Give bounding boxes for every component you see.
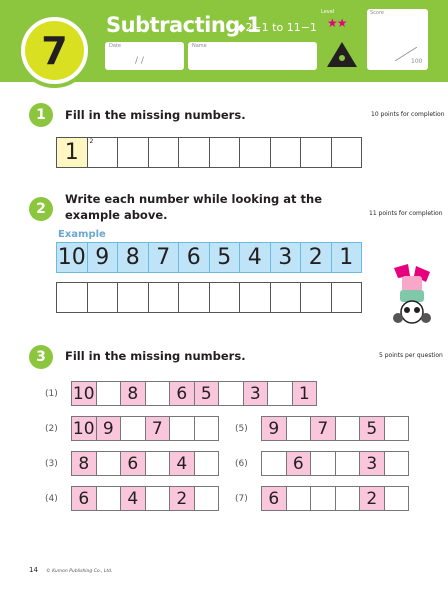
section1-hint: 2 xyxy=(89,138,94,145)
answer-cell[interactable] xyxy=(218,381,244,406)
section2-answer-cell[interactable] xyxy=(178,282,210,313)
given-cell: 3 xyxy=(359,451,385,476)
question-3-2-row xyxy=(45,416,219,441)
answer-cell[interactable] xyxy=(169,416,195,441)
answer-cell[interactable] xyxy=(145,486,171,511)
example-cell: 1 xyxy=(331,242,363,273)
sub-question-label: (4) xyxy=(45,493,58,504)
answer-cell[interactable] xyxy=(335,486,361,511)
question-2-badge xyxy=(29,197,53,221)
answer-cell[interactable] xyxy=(384,416,410,441)
publisher-credit: © Kumon Publishing Co., Ltd. xyxy=(46,569,113,574)
section1-cell[interactable] xyxy=(239,137,271,168)
given-cell: 2 xyxy=(169,486,195,511)
given-cell: 3 xyxy=(243,381,269,406)
given-cell: 4 xyxy=(120,486,146,511)
section1-cell[interactable] xyxy=(209,137,241,168)
section2-answer-cell[interactable] xyxy=(209,282,241,313)
given-cell: 6 xyxy=(169,381,195,406)
score-max: 100 xyxy=(411,58,423,65)
answer-cell[interactable] xyxy=(384,486,410,511)
level-label: Level xyxy=(321,9,335,15)
example-cell: 5 xyxy=(209,242,241,273)
given-cell: 6 xyxy=(286,451,312,476)
section2-answer-cell[interactable] xyxy=(239,282,271,313)
given-cell: 10 xyxy=(71,416,97,441)
example-label: Example xyxy=(58,229,106,240)
given-cell: 7 xyxy=(310,416,336,441)
section1-cell[interactable] xyxy=(87,137,119,168)
question-1-instruction: Fill in the missing numbers. xyxy=(65,108,246,122)
section2-answer-cell[interactable] xyxy=(56,282,88,313)
answer-cell[interactable] xyxy=(267,381,293,406)
question-3-points: 5 points per question xyxy=(379,352,443,359)
question-1-badge xyxy=(29,103,53,127)
section2-answer-cell[interactable] xyxy=(148,282,180,313)
lesson-number: 7 xyxy=(41,28,68,73)
section2-answer-cell[interactable] xyxy=(300,282,332,313)
answer-cell[interactable] xyxy=(120,416,146,441)
question-2-instruction-line2: example above. xyxy=(65,208,168,222)
answer-cell[interactable] xyxy=(96,486,122,511)
section1-cell[interactable] xyxy=(331,137,363,168)
level-stars: ★★ xyxy=(327,16,347,30)
given-cell: 7 xyxy=(145,416,171,441)
question-3-1-row xyxy=(45,381,317,406)
given-cell: 6 xyxy=(120,451,146,476)
given-cell: 8 xyxy=(120,381,146,406)
score-box[interactable] xyxy=(367,9,428,70)
section1-cell[interactable] xyxy=(300,137,332,168)
answer-cell[interactable] xyxy=(96,451,122,476)
sub-question-label: (7) xyxy=(235,493,248,504)
example-cell: 10 xyxy=(56,242,88,273)
sub-question-label: (5) xyxy=(235,423,248,434)
example-row xyxy=(56,242,362,273)
question-2-instruction xyxy=(65,191,322,223)
question-3-6-row xyxy=(235,451,409,476)
question-3-4-row xyxy=(45,486,219,511)
name-label: Name xyxy=(192,43,207,49)
question-3-badge xyxy=(29,345,53,369)
page-footer xyxy=(29,566,112,574)
section1-cell[interactable] xyxy=(178,137,210,168)
page-title: Subtracting 1 xyxy=(106,13,261,37)
section2-answer-cell[interactable] xyxy=(117,282,149,313)
question-1-number: 1 xyxy=(36,107,46,123)
given-cell: 5 xyxy=(194,381,220,406)
section1-cell[interactable] xyxy=(148,137,180,168)
date-slashes: / / xyxy=(135,56,144,66)
section1-cell[interactable] xyxy=(117,137,149,168)
given-cell: 1 xyxy=(292,381,318,406)
answer-cell[interactable] xyxy=(310,451,336,476)
given-cell: 6 xyxy=(261,486,287,511)
question-3-instruction: Fill in the missing numbers. xyxy=(65,349,246,363)
given-cell: 9 xyxy=(261,416,287,441)
question-3-3-row xyxy=(45,451,219,476)
name-field[interactable] xyxy=(188,42,317,70)
page-number: 14 xyxy=(29,566,38,574)
answer-cell[interactable] xyxy=(261,451,287,476)
given-cell: 8 xyxy=(71,451,97,476)
question-2-points: 11 points for completion xyxy=(369,210,443,217)
lesson-number-badge xyxy=(17,13,92,88)
example-cell: 8 xyxy=(117,242,149,273)
section2-answer-cell[interactable] xyxy=(331,282,363,313)
answer-cell[interactable] xyxy=(310,486,336,511)
given-cell: 6 xyxy=(71,486,97,511)
section2-answer-cell[interactable] xyxy=(270,282,302,313)
section1-cell[interactable] xyxy=(270,137,302,168)
given-cell: 9 xyxy=(96,416,122,441)
section1-cell: 1 xyxy=(56,137,88,168)
answer-cell[interactable] xyxy=(145,381,171,406)
question-2-instruction-line1: Write each number while looking at the xyxy=(65,192,323,206)
answer-cell[interactable] xyxy=(286,486,312,511)
page-subtitle: ◆2−1 to 11−1 xyxy=(237,21,317,34)
example-cell: 2 xyxy=(300,242,332,273)
example-cell: 4 xyxy=(239,242,271,273)
answer-cell[interactable] xyxy=(194,416,220,441)
question-3-number: 3 xyxy=(36,349,46,365)
example-cell: 9 xyxy=(87,242,119,273)
given-cell: 10 xyxy=(71,381,97,406)
sub-question-label: (6) xyxy=(235,458,248,469)
question-3-7-row xyxy=(235,486,409,511)
level-triangle-icon xyxy=(326,40,358,68)
sub-question-label: (2) xyxy=(45,423,58,434)
answer-cell[interactable] xyxy=(335,451,361,476)
answer-cell[interactable] xyxy=(335,416,361,441)
score-label: Score xyxy=(370,10,385,16)
question-1-points: 10 points for completion xyxy=(371,111,445,118)
answer-cell[interactable] xyxy=(145,451,171,476)
question-2-number: 2 xyxy=(36,201,46,217)
question-3-5-row xyxy=(235,416,409,441)
section2-answer-cell[interactable] xyxy=(87,282,119,313)
section1-cell-row xyxy=(56,137,362,168)
answer-cell[interactable] xyxy=(286,416,312,441)
answer-cell[interactable] xyxy=(96,381,122,406)
given-cell: 5 xyxy=(359,416,385,441)
answer-cell[interactable] xyxy=(384,451,410,476)
date-field[interactable] xyxy=(105,42,184,70)
given-cell: 4 xyxy=(169,451,195,476)
sub-question-label: (1) xyxy=(45,388,58,399)
example-cell: 7 xyxy=(148,242,180,273)
date-label: Date xyxy=(109,43,121,49)
example-cell: 3 xyxy=(270,242,302,273)
given-cell: 2 xyxy=(359,486,385,511)
answer-cell[interactable] xyxy=(194,451,220,476)
answer-cell[interactable] xyxy=(194,486,220,511)
acrobat-mascot-illustration xyxy=(390,262,434,326)
example-cell: 6 xyxy=(178,242,210,273)
section2-answer-row xyxy=(56,282,362,313)
sub-question-label: (3) xyxy=(45,458,58,469)
